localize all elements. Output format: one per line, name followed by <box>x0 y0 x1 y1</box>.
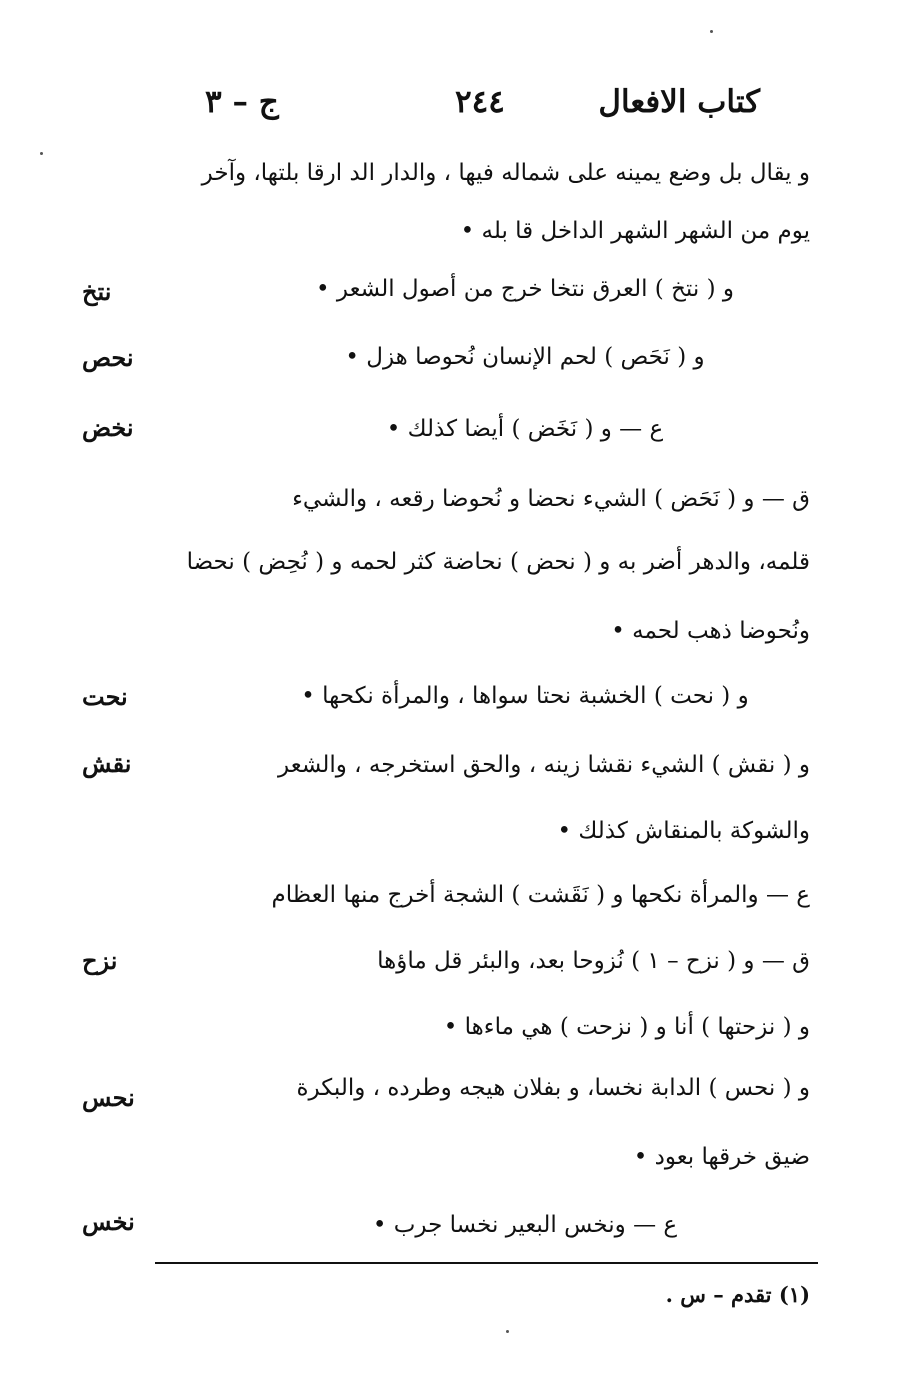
running-title: كتاب الافعال <box>598 84 760 120</box>
text-line: و ( نحت ) الخشبة نحتا سواها ، والمرأة نكحها • <box>301 683 749 709</box>
speck <box>506 1330 509 1333</box>
text-line: ق — و ( نَحَض ) الشيء نحضا و نُحوضا رقعه ، والشيء <box>292 486 810 512</box>
text-line: و ( نقش ) الشيء نقشا زينه ، والحق استخرجه ، والشعر <box>278 752 810 778</box>
text-line: و ( نَحَص ) لحم الإنسان نُحوصا هزل • <box>345 344 705 370</box>
text-line: والشوكة بالمنقاش كذلك • <box>557 818 810 844</box>
text-line: ع — والمرأة نكحها و ( نَقَشت ) الشجة أخرج منها العظام <box>271 882 810 908</box>
margin-word: نخس <box>82 1207 135 1236</box>
margin-word: نحص <box>82 343 134 372</box>
text-line: و يقال بل وضع يمينه على شماله فيها ، والدار الد ارقا بلتها، وآخر <box>201 160 810 186</box>
text-line: ونُحوضا ذهب لحمه • <box>611 618 810 644</box>
text-line: و ( نتخ ) العرق نتخا خرج من أصول الشعر • <box>316 276 734 302</box>
text-line: ع — و ( نَخَض ) أيضا كذلك • <box>386 416 664 442</box>
text-line: و ( نزحتها ) أنا و ( نزحت ) هي ماءها • <box>443 1014 810 1040</box>
footnote: (١) تقدم – س . <box>665 1282 810 1307</box>
text-line: و ( نحس ) الدابة نخسا، و بفلان هيجه وطرده ، والبكرة <box>296 1075 810 1101</box>
page-number: ٢٤٤ <box>455 84 505 120</box>
footnote-rule <box>155 1262 818 1264</box>
margin-word: نقش <box>82 749 132 778</box>
text-line: يوم من الشهر الشهر الداخل قا بله • <box>460 218 810 244</box>
text-line: ع — ونخس البعير نخسا جرب • <box>372 1212 678 1238</box>
speck <box>40 152 43 155</box>
text-line: ضيق خرقها بعود • <box>633 1144 810 1170</box>
margin-word: نتخ <box>82 277 112 306</box>
volume-label: ج – ٣ <box>205 84 279 120</box>
text-line: قلمه، والدهر أضر به و ( نحض ) نحاضة كثر لحمه و ( نُحِض ) نحضا <box>186 549 810 575</box>
speck <box>710 30 713 33</box>
margin-word: نحس <box>82 1083 135 1112</box>
margin-word: نخض <box>82 413 134 442</box>
margin-word: نزح <box>82 946 118 975</box>
text-line: ق — و ( نزح – ١ ) نُزوحا بعد، والبئر قل ماؤها <box>377 948 810 974</box>
margin-word: نحت <box>82 682 128 711</box>
